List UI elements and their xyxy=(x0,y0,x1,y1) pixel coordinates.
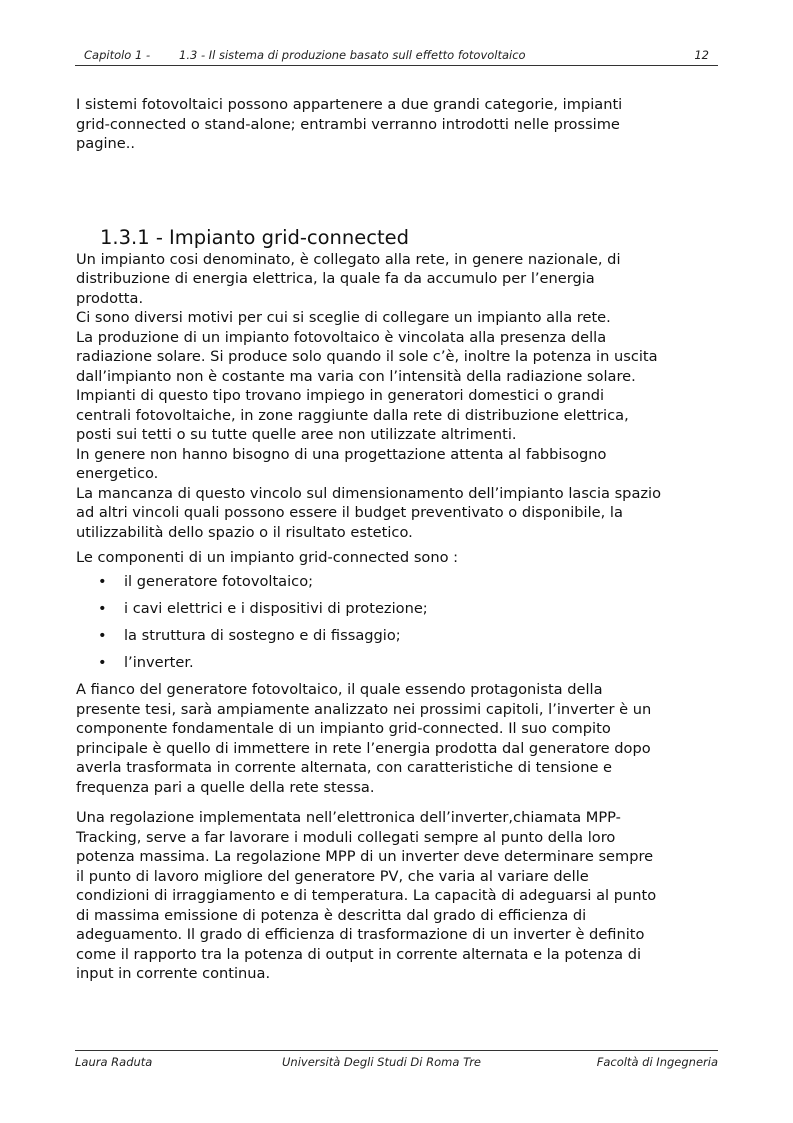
header-section-title: 1.3 - Il sistema di produzione basato sull effetto fotovoltaico xyxy=(179,48,526,62)
list-item-text: il generatore fotovoltaico; xyxy=(124,572,314,590)
text-line: il punto di lavoro migliore del generatore PV, che varia al variare delle xyxy=(76,867,589,885)
text-line: utilizzabilità dello spazio o il risultato estetico. xyxy=(76,523,413,541)
intro-line: grid-connected o stand-alone; entrambi verranno introdotti nelle prossime xyxy=(76,115,620,133)
text-line: componente fondamentale di un impianto grid-connected. Il suo compito xyxy=(76,720,611,738)
bullet-icon: • xyxy=(98,599,107,617)
text-line: posti sui tetti o su tutte quelle aree non utilizzate altrimenti. xyxy=(76,426,517,443)
text-line: come il rapporto tra la potenza di output in corrente alternata e la potenza di xyxy=(76,945,642,963)
intro-paragraph xyxy=(76,95,716,154)
bullet-icon: • xyxy=(98,626,107,644)
text-line: Un impianto cosi denominato, è collegato alla rete, in genere nazionale, di xyxy=(76,250,621,268)
section-heading: 1.3.1 - Impianto grid-connected xyxy=(100,225,410,249)
text-line: principale è quello di immettere in rete l’energia prodotta dal generatore dopo xyxy=(76,739,651,757)
page-content xyxy=(76,95,716,984)
text-line: centrali fotovoltaiche, in zone raggiunte dalla rete di distribuzione elettrica, xyxy=(76,406,629,424)
text-line: Impianti di questo tipo trovano impiego in generatori domestici o grandi xyxy=(76,387,605,404)
text-line: radiazione solare. Si produce solo quando il sole c’è, inoltre la potenza in uscita xyxy=(76,348,658,365)
text-line: prodotta. xyxy=(76,289,144,307)
text-line: energetico. xyxy=(76,465,159,482)
text-line: Ci sono diversi motivi per cui si sceglie di collegare un impianto alla rete. xyxy=(76,309,611,326)
components-list xyxy=(76,572,716,673)
text-line: La mancanza di questo vincolo sul dimensionamento dell’impianto lascia spazio xyxy=(76,484,662,502)
text-line: distribuzione di energia elettrica, la quale fa da accumulo per l’energia xyxy=(76,270,595,287)
components-intro: Le componenti di un impianto grid-connected sono : xyxy=(76,549,459,566)
bullet-icon: • xyxy=(98,654,107,672)
page-footer xyxy=(75,1050,718,1071)
text-line: A fianco del generatore fotovoltaico, il quale essendo protagonista della xyxy=(76,681,603,699)
list-item xyxy=(76,599,716,619)
intro-line: I sistemi fotovoltaici possono appartenere a due grandi categorie, impianti xyxy=(76,96,623,113)
list-item-text: la struttura di sostegno e di fissaggio; xyxy=(124,626,401,644)
text-line: adeguamento. Il grado di efficienza di trasformazione di un inverter è definito xyxy=(76,926,645,944)
text-line: Tracking, serve a far lavorare i moduli collegati sempre al punto della loro xyxy=(76,828,616,846)
footer-author: Laura Raduta xyxy=(75,1055,153,1069)
body-paragraph-mpp-tracking xyxy=(76,808,716,984)
text-line: averla trasformata in corrente alternata, con caratteristiche di tensione e xyxy=(76,759,613,777)
header-chapter: Capitolo 1 - xyxy=(84,48,151,62)
footer-faculty: Facoltà di Ingegneria xyxy=(596,1055,718,1069)
text-line: potenza massima. La regolazione MPP di un inverter deve determinare sempre xyxy=(76,848,654,866)
text-line: input in corrente continua. xyxy=(76,965,271,983)
header-page-number: 12 xyxy=(694,48,709,62)
body-paragraph-inverter xyxy=(76,680,716,797)
text-line: ad altri vincoli quali possono essere il budget preventivato o disponibile, la xyxy=(76,504,623,521)
page-header xyxy=(75,47,718,66)
list-item xyxy=(76,572,716,592)
text-line: dall’impianto non è costante ma varia con l’intensità della radiazione solare. xyxy=(76,367,636,385)
list-item xyxy=(76,653,716,673)
body-paragraph-grid-connected xyxy=(76,250,716,543)
text-line: In genere non hanno bisogno di una progettazione attenta al fabbisogno xyxy=(76,445,607,463)
intro-line: pagine.. xyxy=(76,135,136,152)
list-item-text: i cavi elettrici e i dispositivi di protezione; xyxy=(124,599,428,617)
bullet-icon: • xyxy=(98,572,107,590)
text-line: frequenza pari a quelle della rete stessa. xyxy=(76,778,375,796)
text-line: presente tesi, sarà ampiamente analizzato nei prossimi capitoli, l’inverter è un xyxy=(76,700,652,718)
text-line: La produzione di un impianto fotovoltaico è vincolata alla presenza della xyxy=(76,328,607,346)
text-line: di massima emissione di potenza è descritta dal grado di efficienza di xyxy=(76,906,587,924)
footer-university: Università Degli Studi Di Roma Tre xyxy=(282,1055,482,1069)
text-line: condizioni di irraggiamento e di temperatura. La capacità di adeguarsi al punto xyxy=(76,887,657,905)
list-item xyxy=(76,626,716,646)
text-line: Una regolazione implementata nell’elettronica dell’inverter,chiamata MPP- xyxy=(76,809,621,827)
list-item-text: l’inverter. xyxy=(124,654,194,672)
